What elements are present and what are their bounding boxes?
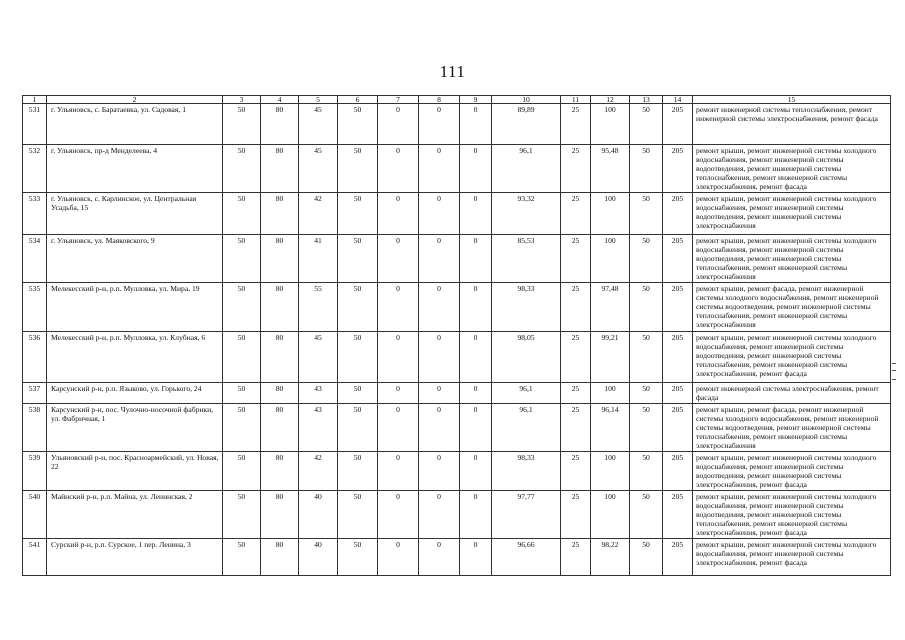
value-cell-col-7: 0 — [378, 404, 419, 452]
header-cell: 13 — [630, 96, 663, 104]
value-cell-col-12: 100 — [591, 383, 630, 404]
value-cell-col-10: 98,05 — [492, 332, 561, 383]
value-cell-col-4: 80 — [261, 283, 299, 332]
value-cell-col-6: 50 — [338, 193, 378, 235]
value-cell-col-9: 0 — [460, 104, 492, 145]
value-cell-col-14: 205 — [663, 452, 693, 491]
header-cell: 14 — [663, 96, 693, 104]
value-cell-col-3: 50 — [223, 491, 261, 539]
value-cell-col-8: 0 — [419, 283, 460, 332]
value-cell-col-13: 50 — [630, 332, 663, 383]
value-cell-col-5: 45 — [299, 104, 338, 145]
value-cell-col-14: 205 — [663, 104, 693, 145]
value-cell-col-6: 50 — [338, 491, 378, 539]
value-cell-col-8: 0 — [419, 235, 460, 283]
value-cell-col-13: 50 — [630, 404, 663, 452]
value-cell-col-5: 42 — [299, 452, 338, 491]
value-cell-col-9: 0 — [460, 193, 492, 235]
address-cell: Мелекесский р-н, р.п. Мулловка, ул. Мира, 19 — [47, 283, 223, 332]
value-cell-col-3: 50 — [223, 283, 261, 332]
value-cell-col-13: 50 — [630, 145, 663, 193]
repair-works-cell: ремонт инженерной системы теплоснабжения, ремонт инженерной системы электроснабжения, ремонт фасада — [693, 104, 891, 145]
value-cell-col-8: 0 — [419, 404, 460, 452]
value-cell-col-3: 50 — [223, 539, 261, 576]
address-cell: г. Ульяновск, с. Карлинское, ул. Центральная Усадьба, 15 — [47, 193, 223, 235]
value-cell-col-14: 205 — [663, 235, 693, 283]
value-cell-col-4: 80 — [261, 452, 299, 491]
value-cell-col-13: 50 — [630, 104, 663, 145]
value-cell-col-7: 0 — [378, 104, 419, 145]
value-cell-col-6: 50 — [338, 283, 378, 332]
value-cell-col-3: 50 — [223, 235, 261, 283]
value-cell-col-7: 0 — [378, 539, 419, 576]
value-cell-col-8: 0 — [419, 539, 460, 576]
address-cell: Мелекесский р-н, р.п. Мулловка, ул. Клубная, 6 — [47, 332, 223, 383]
scan-mark — [892, 379, 896, 380]
value-cell-col-5: 41 — [299, 235, 338, 283]
value-cell-col-7: 0 — [378, 235, 419, 283]
header-cell: 10 — [492, 96, 561, 104]
value-cell-col-3: 50 — [223, 383, 261, 404]
row-number-cell: 540 — [23, 491, 47, 539]
value-cell-col-6: 50 — [338, 383, 378, 404]
address-cell: г. Ульяновск, ул. Маяковского, 9 — [47, 235, 223, 283]
scan-mark — [892, 370, 896, 371]
row-number-cell: 541 — [23, 539, 47, 576]
value-cell-col-8: 0 — [419, 104, 460, 145]
header-cell: 12 — [591, 96, 630, 104]
table-body — [23, 104, 891, 576]
value-cell-col-5: 55 — [299, 283, 338, 332]
value-cell-col-6: 50 — [338, 404, 378, 452]
address-cell: Карсунский р-н, р.п. Языково, ул. Горького, 24 — [47, 383, 223, 404]
address-cell: г. Ульяновск, с. Баратаевка, ул. Садовая, 1 — [47, 104, 223, 145]
table-header — [23, 96, 891, 104]
value-cell-col-13: 50 — [630, 193, 663, 235]
row-number-cell: 537 — [23, 383, 47, 404]
value-cell-col-13: 50 — [630, 383, 663, 404]
header-cell: 6 — [338, 96, 378, 104]
value-cell-col-4: 80 — [261, 383, 299, 404]
value-cell-col-4: 80 — [261, 193, 299, 235]
value-cell-col-10: 98,33 — [492, 283, 561, 332]
address-cell: г. Ульяновск, пр-д Менделеева, 4 — [47, 145, 223, 193]
row-number-cell: 539 — [23, 452, 47, 491]
value-cell-col-7: 0 — [378, 491, 419, 539]
value-cell-col-4: 80 — [261, 539, 299, 576]
value-cell-col-8: 0 — [419, 145, 460, 193]
value-cell-col-5: 45 — [299, 332, 338, 383]
header-cell: 9 — [460, 96, 492, 104]
value-cell-col-5: 43 — [299, 404, 338, 452]
value-cell-col-12: 99,21 — [591, 332, 630, 383]
value-cell-col-9: 0 — [460, 145, 492, 193]
value-cell-col-11: 25 — [561, 145, 591, 193]
value-cell-col-9: 0 — [460, 539, 492, 576]
value-cell-col-5: 40 — [299, 539, 338, 576]
address-cell: Майнский р-н, р.п. Майна, ул. Ленинская, 2 — [47, 491, 223, 539]
header-cell: 2 — [47, 96, 223, 104]
value-cell-col-11: 25 — [561, 235, 591, 283]
value-cell-col-3: 50 — [223, 404, 261, 452]
value-cell-col-6: 50 — [338, 539, 378, 576]
row-number-cell: 533 — [23, 193, 47, 235]
header-cell: 11 — [561, 96, 591, 104]
row-number-cell: 531 — [23, 104, 47, 145]
value-cell-col-13: 50 — [630, 491, 663, 539]
header-cell: 1 — [23, 96, 47, 104]
row-number-cell: 538 — [23, 404, 47, 452]
repair-works-cell: ремонт крыши, ремонт инженерной системы холодного водоснабжения, ремонт инженерной системы водоотведения, ремонт инженерной системы теплоснабжения, ремонт инженерной системы электроснабжения, ремонт фасада — [693, 145, 891, 193]
value-cell-col-8: 0 — [419, 332, 460, 383]
value-cell-col-4: 80 — [261, 332, 299, 383]
value-cell-col-10: 96,1 — [492, 145, 561, 193]
value-cell-col-13: 50 — [630, 283, 663, 332]
row-number-cell: 532 — [23, 145, 47, 193]
value-cell-col-14: 205 — [663, 491, 693, 539]
repair-works-cell: ремонт крыши, ремонт инженерной системы холодного водоснабжения, ремонт инженерной системы водоотведения, ремонт инженерной системы теплоснабжения, ремонт инженерной системы электроснабжения, ремонт фасада — [693, 491, 891, 539]
value-cell-col-10: 89,89 — [492, 104, 561, 145]
value-cell-col-3: 50 — [223, 332, 261, 383]
header-cell: 7 — [378, 96, 419, 104]
value-cell-col-4: 80 — [261, 145, 299, 193]
value-cell-col-4: 80 — [261, 491, 299, 539]
value-cell-col-12: 100 — [591, 452, 630, 491]
value-cell-col-7: 0 — [378, 452, 419, 491]
value-cell-col-7: 0 — [378, 145, 419, 193]
value-cell-col-10: 97,77 — [492, 491, 561, 539]
value-cell-col-11: 25 — [561, 491, 591, 539]
value-cell-col-4: 80 — [261, 404, 299, 452]
table-row — [23, 145, 891, 193]
repair-works-cell: ремонт инженерной системы электроснабжения, ремонт фасада — [693, 383, 891, 404]
repair-works-cell: ремонт крыши, ремонт инженерной системы холодного водоснабжения, ремонт инженерной системы водоотведения, ремонт инженерной системы теплоснабжения, ремонт инженерной системы электроснабжения — [693, 235, 891, 283]
repair-works-cell: ремонт крыши, ремонт инженерной системы холодного водоснабжения, ремонт инженерной системы водоотведения, ремонт инженерной системы электроснабжения, ремонт фасада — [693, 452, 891, 491]
value-cell-col-8: 0 — [419, 193, 460, 235]
value-cell-col-8: 0 — [419, 491, 460, 539]
value-cell-col-12: 95,48 — [591, 145, 630, 193]
value-cell-col-9: 0 — [460, 452, 492, 491]
value-cell-col-10: 93,32 — [492, 193, 561, 235]
table-row — [23, 235, 891, 283]
table-row — [23, 104, 891, 145]
value-cell-col-14: 205 — [663, 383, 693, 404]
value-cell-col-7: 0 — [378, 383, 419, 404]
value-cell-col-10: 96,1 — [492, 404, 561, 452]
table-row — [23, 452, 891, 491]
value-cell-col-6: 50 — [338, 235, 378, 283]
value-cell-col-12: 100 — [591, 235, 630, 283]
value-cell-col-4: 80 — [261, 104, 299, 145]
table-row — [23, 383, 891, 404]
table-row — [23, 404, 891, 452]
value-cell-col-11: 25 — [561, 104, 591, 145]
row-number-cell: 535 — [23, 283, 47, 332]
value-cell-col-5: 40 — [299, 491, 338, 539]
value-cell-col-6: 50 — [338, 145, 378, 193]
address-cell: Сурский р-н, р.п. Сурское, 1 пер. Ленина, 3 — [47, 539, 223, 576]
header-cell: 8 — [419, 96, 460, 104]
value-cell-col-8: 0 — [419, 383, 460, 404]
repair-works-cell: ремонт крыши, ремонт инженерной системы холодного водоснабжения, ремонт инженерной системы электроснабжения, ремонт фасада — [693, 539, 891, 576]
value-cell-col-12: 100 — [591, 193, 630, 235]
value-cell-col-11: 25 — [561, 404, 591, 452]
repair-works-cell: ремонт крыши, ремонт инженерной системы холодного водоснабжения, ремонт инженерной системы водоотведения, ремонт инженерной системы теплоснабжения, ремонт инженерной системы электроснабжения, ремонт фасада — [693, 332, 891, 383]
value-cell-col-5: 43 — [299, 383, 338, 404]
value-cell-col-3: 50 — [223, 452, 261, 491]
value-cell-col-12: 96,14 — [591, 404, 630, 452]
value-cell-col-9: 0 — [460, 383, 492, 404]
value-cell-col-12: 100 — [591, 104, 630, 145]
header-cell: 4 — [261, 96, 299, 104]
repair-works-cell: ремонт крыши, ремонт фасада, ремонт инженерной системы холодного водоснабжения, ремонт инженерной системы водоотведения, ремонт инженерной системы теплоснабжения, ремонт инженерной системы электроснабжения — [693, 283, 891, 332]
repair-works-cell: ремонт крыши, ремонт инженерной системы холодного водоснабжения, ремонт инженерной системы водоотведения, ремонт инженерной системы электроснабжения — [693, 193, 891, 235]
row-number-cell: 536 — [23, 332, 47, 383]
value-cell-col-13: 50 — [630, 452, 663, 491]
value-cell-col-7: 0 — [378, 283, 419, 332]
value-cell-col-6: 50 — [338, 332, 378, 383]
value-cell-col-9: 0 — [460, 491, 492, 539]
value-cell-col-7: 0 — [378, 332, 419, 383]
repair-table — [22, 95, 891, 576]
value-cell-col-7: 0 — [378, 193, 419, 235]
value-cell-col-6: 50 — [338, 104, 378, 145]
header-cell: 15 — [693, 96, 891, 104]
value-cell-col-10: 98,33 — [492, 452, 561, 491]
value-cell-col-11: 25 — [561, 193, 591, 235]
value-cell-col-6: 50 — [338, 452, 378, 491]
table-row — [23, 491, 891, 539]
table-row — [23, 283, 891, 332]
value-cell-col-12: 98,22 — [591, 539, 630, 576]
table-row — [23, 332, 891, 383]
table-row — [23, 539, 891, 576]
value-cell-col-4: 80 — [261, 235, 299, 283]
value-cell-col-9: 0 — [460, 332, 492, 383]
page-number: 111 — [439, 62, 466, 81]
value-cell-col-12: 97,48 — [591, 283, 630, 332]
row-number-cell: 534 — [23, 235, 47, 283]
value-cell-col-3: 50 — [223, 145, 261, 193]
value-cell-col-5: 45 — [299, 145, 338, 193]
value-cell-col-9: 0 — [460, 235, 492, 283]
value-cell-col-5: 42 — [299, 193, 338, 235]
repair-works-cell: ремонт крыши, ремонт фасада, ремонт инженерной системы холодного водоснабжения, ремонт инженерной системы водоотведения, ремонт инженерной системы теплоснабжения, ремонт инженерной системы электроснабжения — [693, 404, 891, 452]
value-cell-col-14: 205 — [663, 145, 693, 193]
value-cell-col-11: 25 — [561, 283, 591, 332]
value-cell-col-11: 25 — [561, 452, 591, 491]
value-cell-col-14: 205 — [663, 283, 693, 332]
value-cell-col-10: 85,53 — [492, 235, 561, 283]
value-cell-col-11: 25 — [561, 383, 591, 404]
address-cell: Ульяновский р-н, пос. Красноармейский, ул. Новая, 22 — [47, 452, 223, 491]
address-cell: Карсунский р-н, пос. Чулочно-носочной фабрики, ул. Фабричная, 1 — [47, 404, 223, 452]
value-cell-col-9: 0 — [460, 283, 492, 332]
value-cell-col-14: 205 — [663, 193, 693, 235]
scan-mark — [892, 363, 896, 364]
value-cell-col-14: 205 — [663, 539, 693, 576]
header-cell: 5 — [299, 96, 338, 104]
value-cell-col-10: 96,1 — [492, 383, 561, 404]
table-row — [23, 193, 891, 235]
header-row — [23, 96, 891, 104]
value-cell-col-10: 96,66 — [492, 539, 561, 576]
header-cell: 3 — [223, 96, 261, 104]
value-cell-col-13: 50 — [630, 235, 663, 283]
value-cell-col-12: 100 — [591, 491, 630, 539]
value-cell-col-14: 205 — [663, 332, 693, 383]
value-cell-col-11: 25 — [561, 539, 591, 576]
value-cell-col-14: 205 — [663, 404, 693, 452]
value-cell-col-3: 50 — [223, 193, 261, 235]
value-cell-col-9: 0 — [460, 404, 492, 452]
value-cell-col-3: 50 — [223, 104, 261, 145]
value-cell-col-11: 25 — [561, 332, 591, 383]
value-cell-col-8: 0 — [419, 452, 460, 491]
value-cell-col-13: 50 — [630, 539, 663, 576]
